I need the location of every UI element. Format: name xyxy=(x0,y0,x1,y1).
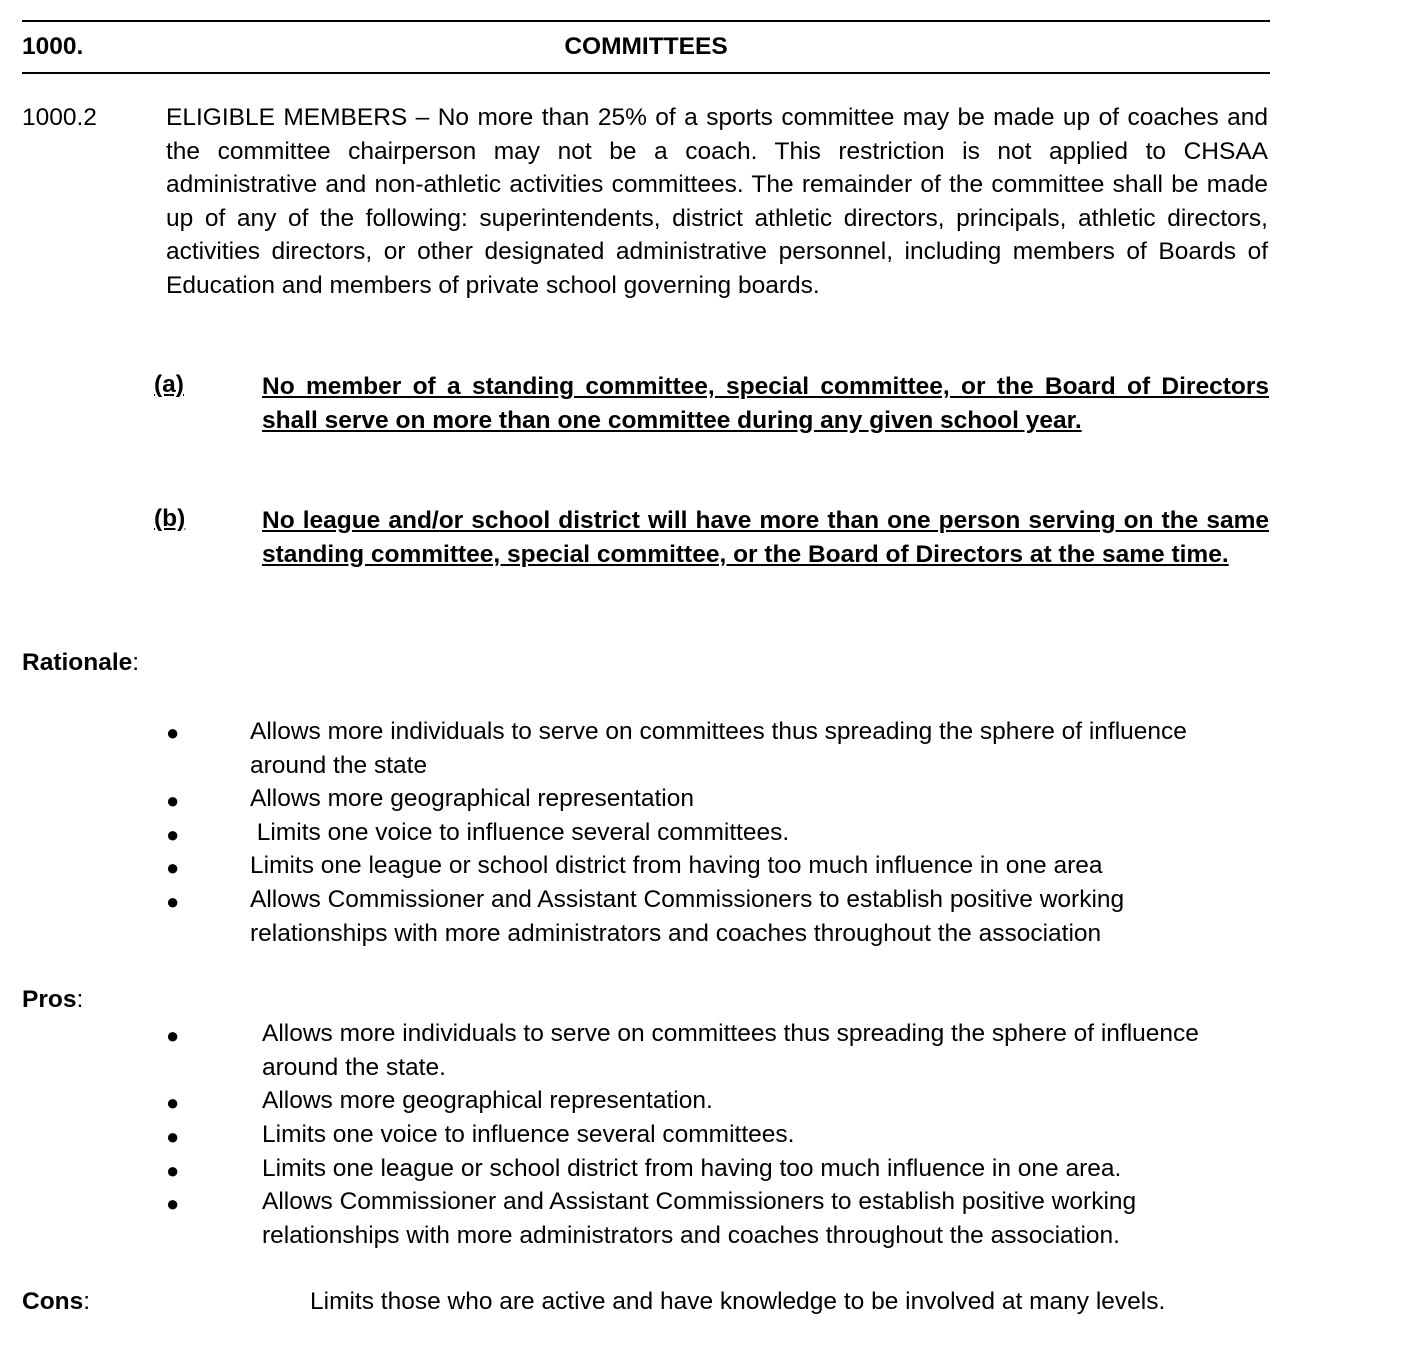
bullet-icon: ● xyxy=(166,889,180,914)
list-item-text: Limits one voice to influence several committees. xyxy=(262,1121,795,1148)
subsection-number: 1000.2 xyxy=(22,104,97,131)
eligible-members-paragraph: ELIGIBLE MEMBERS – No more than 25% of a sports committee may be made up of coaches and the committee chairperson may not be a coach. This restriction is not applied to CHSAA administrative and non-athletic activities committees. The remainder of the committee shall be made up of any of the following: superintendents, district athletic directors, principals, athletic directors, activities directors, or other designated administrative personnel, including members of Boards of Education and members of private school governing boards. xyxy=(166,104,1268,299)
cons-text: Limits those who are active and have knowledge to be involved at many levels. xyxy=(310,1288,1166,1315)
bullet-icon: ● xyxy=(166,1023,180,1048)
list-item-text: Allows more geographical representation. xyxy=(262,1087,713,1114)
list-item-text: Limits one league or school district from having too much influence in one area. xyxy=(262,1155,1122,1182)
list-item-text: Limits one league or school district from having too much influence in one area xyxy=(250,852,1103,879)
bullet-icon: ● xyxy=(166,788,180,813)
header-bottom-rule xyxy=(22,72,1270,74)
section-number-heading: 1000. xyxy=(22,33,84,60)
page-title: COMMITTEES xyxy=(564,33,728,60)
cons-heading: Cons: xyxy=(22,1288,91,1315)
subsection-a-label: (a) xyxy=(154,371,184,398)
bullet-icon: ● xyxy=(166,822,180,847)
rationale-heading: Rationale: xyxy=(22,649,140,676)
list-item-text: Limits one voice to influence several committees. xyxy=(250,819,790,846)
list-item-text: Allows Commissioner and Assistant Commissioners to establish positive working relationships with more administrators and coaches throughout the association xyxy=(250,886,1125,947)
bullet-icon: ● xyxy=(166,1124,180,1149)
bullet-icon: ● xyxy=(166,720,180,745)
bullet-icon: ● xyxy=(166,1090,180,1115)
list-item-text: Allows more individuals to serve on committees thus spreading the sphere of influence around the state. xyxy=(262,1020,1199,1081)
list-item-text: Allows Commissioner and Assistant Commissioners to establish positive working relationships with more administrators and coaches throughout the association. xyxy=(262,1188,1137,1249)
bullet-icon: ● xyxy=(166,1158,180,1183)
subsection-b-label: (b) xyxy=(154,505,186,532)
header-top-rule xyxy=(22,20,1270,22)
list-item-text: Allows more geographical representation xyxy=(250,785,694,812)
subsection-a-text: No member of a standing committee, special committee, or the Board of Directors shall serve on more than one committee during any given school year. xyxy=(262,373,1269,434)
list-item-text: Allows more individuals to serve on committees thus spreading the sphere of influence around the state xyxy=(250,718,1187,779)
subsection-b-text: No league and/or school district will have more than one person serving on the same standing committee, special committee, or the Board of Directors at the same time. xyxy=(262,507,1269,568)
pros-heading: Pros: xyxy=(22,986,84,1013)
bullet-icon: ● xyxy=(166,1191,180,1216)
bullet-icon: ● xyxy=(166,855,180,880)
